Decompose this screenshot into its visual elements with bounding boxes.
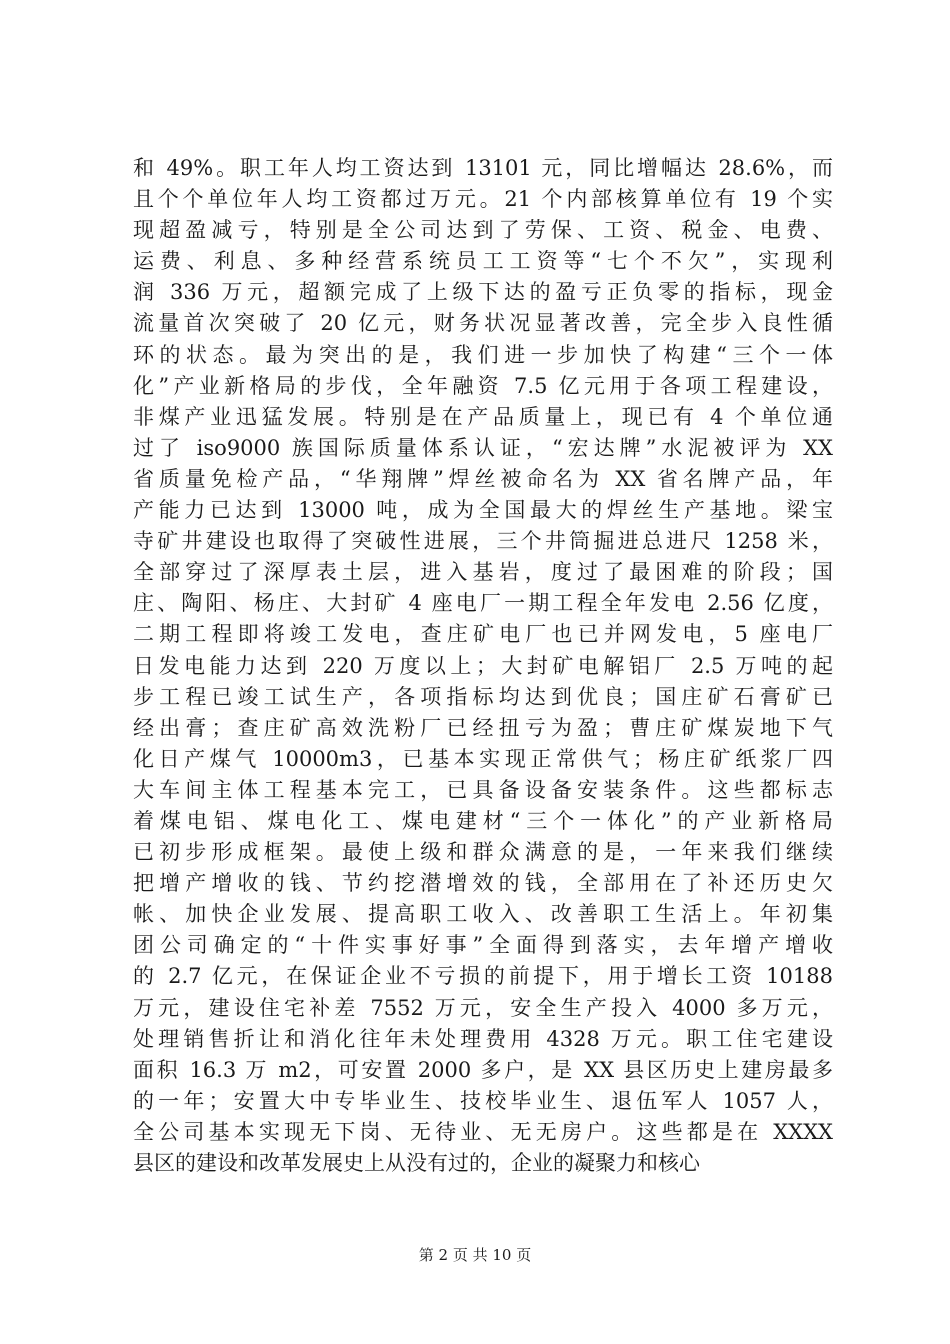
text-line: 万元，建设住宅补差 7552 万元，安全生产投入 4000 多万元， (133, 995, 833, 1020)
text-line: 流量首次突破了 20 亿元，财务状况显著改善，完全步入良性循 (133, 311, 833, 336)
page-footer: 第 2 页 共 10 页 (418, 1246, 532, 1264)
text-line: 环的状态。最为突出的是，我们进一步加快了构建“三个一体 (133, 342, 833, 367)
text-line: 的 2.7 亿元，在保证企业不亏损的前提下，用于增长工资 10188 (133, 964, 833, 989)
text-line: 产能力已达到 13000 吨，成为全国最大的焊丝生产基地。梁宝 (133, 498, 833, 523)
text-line: 寺矿井建设也取得了突破性进展，三个井筒掘进总进尺 1258 米， (133, 529, 833, 554)
text-line: 已初步形成框架。最使上级和群众满意的是，一年来我们继续 (133, 840, 833, 865)
text-line: 全公司基本实现无下岗、无待业、无无房户。这些都是在 XXXX (133, 1119, 833, 1144)
body-paragraph (133, 153, 833, 1179)
text-line: 庄、陶阳、杨庄、大封矿 4 座电厂一期工程全年发电 2.56 亿度， (133, 591, 833, 616)
text-line: 润 336 万元，超额完成了上级下达的盈亏正负零的指标，现金 (133, 280, 833, 305)
text-line: 团公司确定的“十件实事好事”全面得到落实，去年增产增收 (133, 933, 833, 958)
text-line: 非煤产业迅猛发展。特别是在产品质量上，现已有 4 个单位通 (133, 404, 833, 429)
text-line: 帐、加快企业发展、提高职工收入、改善职工生活上。年初集 (133, 902, 833, 927)
text-line: 且个个单位年人均工资都过万元。21 个内部核算单位有 19 个实 (133, 187, 833, 212)
text-line: 过了 iso9000 族国际质量体系认证，“宏达牌”水泥被评为 XX (133, 435, 833, 460)
text-line: 经出膏；查庄矿高效洗粉厂已经扭亏为盈；曹庄矿煤炭地下气 (133, 715, 833, 740)
text-line: 着煤电铝、煤电化工、煤电建材“三个一体化”的产业新格局 (133, 808, 833, 833)
text-line: 和 49%。职工年人均工资达到 13101 元，同比增幅达 28.6%，而 (133, 156, 833, 180)
text-line: 运费、利息、多种经营系统员工工资等“七个不欠”，实现利 (133, 249, 833, 274)
text-line: 步工程已竣工试生产，各项指标均达到优良；国庄矿石膏矿已 (133, 684, 833, 709)
text-line: 县区的建设和改革发展史上从没有过的，企业的凝聚力和核心 (133, 1151, 700, 1175)
text-line: 化日产煤气 10000m3，已基本实现正常供气；杨庄矿纸浆厂四 (133, 746, 833, 771)
text-line: 二期工程即将竣工发电，查庄矿电厂也已并网发电，5 座电厂 (133, 622, 833, 647)
text-line: 大车间主体工程基本完工，已具备设备安装条件。这些都标志 (133, 777, 833, 802)
text-line: 的一年；安置大中专毕业生、技校毕业生、退伍军人 1057 人， (133, 1088, 833, 1113)
text-line: 化”产业新格局的步伐，全年融资 7.5 亿元用于各项工程建设， (133, 373, 833, 398)
text-line: 日发电能力达到 220 万度以上；大封矿电解铝厂 2.5 万吨的起 (133, 653, 833, 678)
text-line: 处理销售折让和消化往年未处理费用 4328 万元。职工住宅建设 (133, 1026, 833, 1051)
text-line: 把增产增收的钱、节约挖潜增效的钱，全部用在了补还历史欠 (133, 871, 833, 896)
text-line: 现超盈减亏，特别是全公司达到了劳保、工资、税金、电费、 (133, 218, 833, 243)
text-line: 省质量免检产品，“华翔牌”焊丝被命名为 XX 省名牌产品，年 (133, 466, 833, 491)
text-line: 全部穿过了深厚表土层，进入基岩，度过了最困难的阶段；国 (133, 560, 833, 585)
text-line: 面积 16.3 万 m2，可安置 2000 多户，是 XX 县区历史上建房最多 (133, 1057, 833, 1082)
